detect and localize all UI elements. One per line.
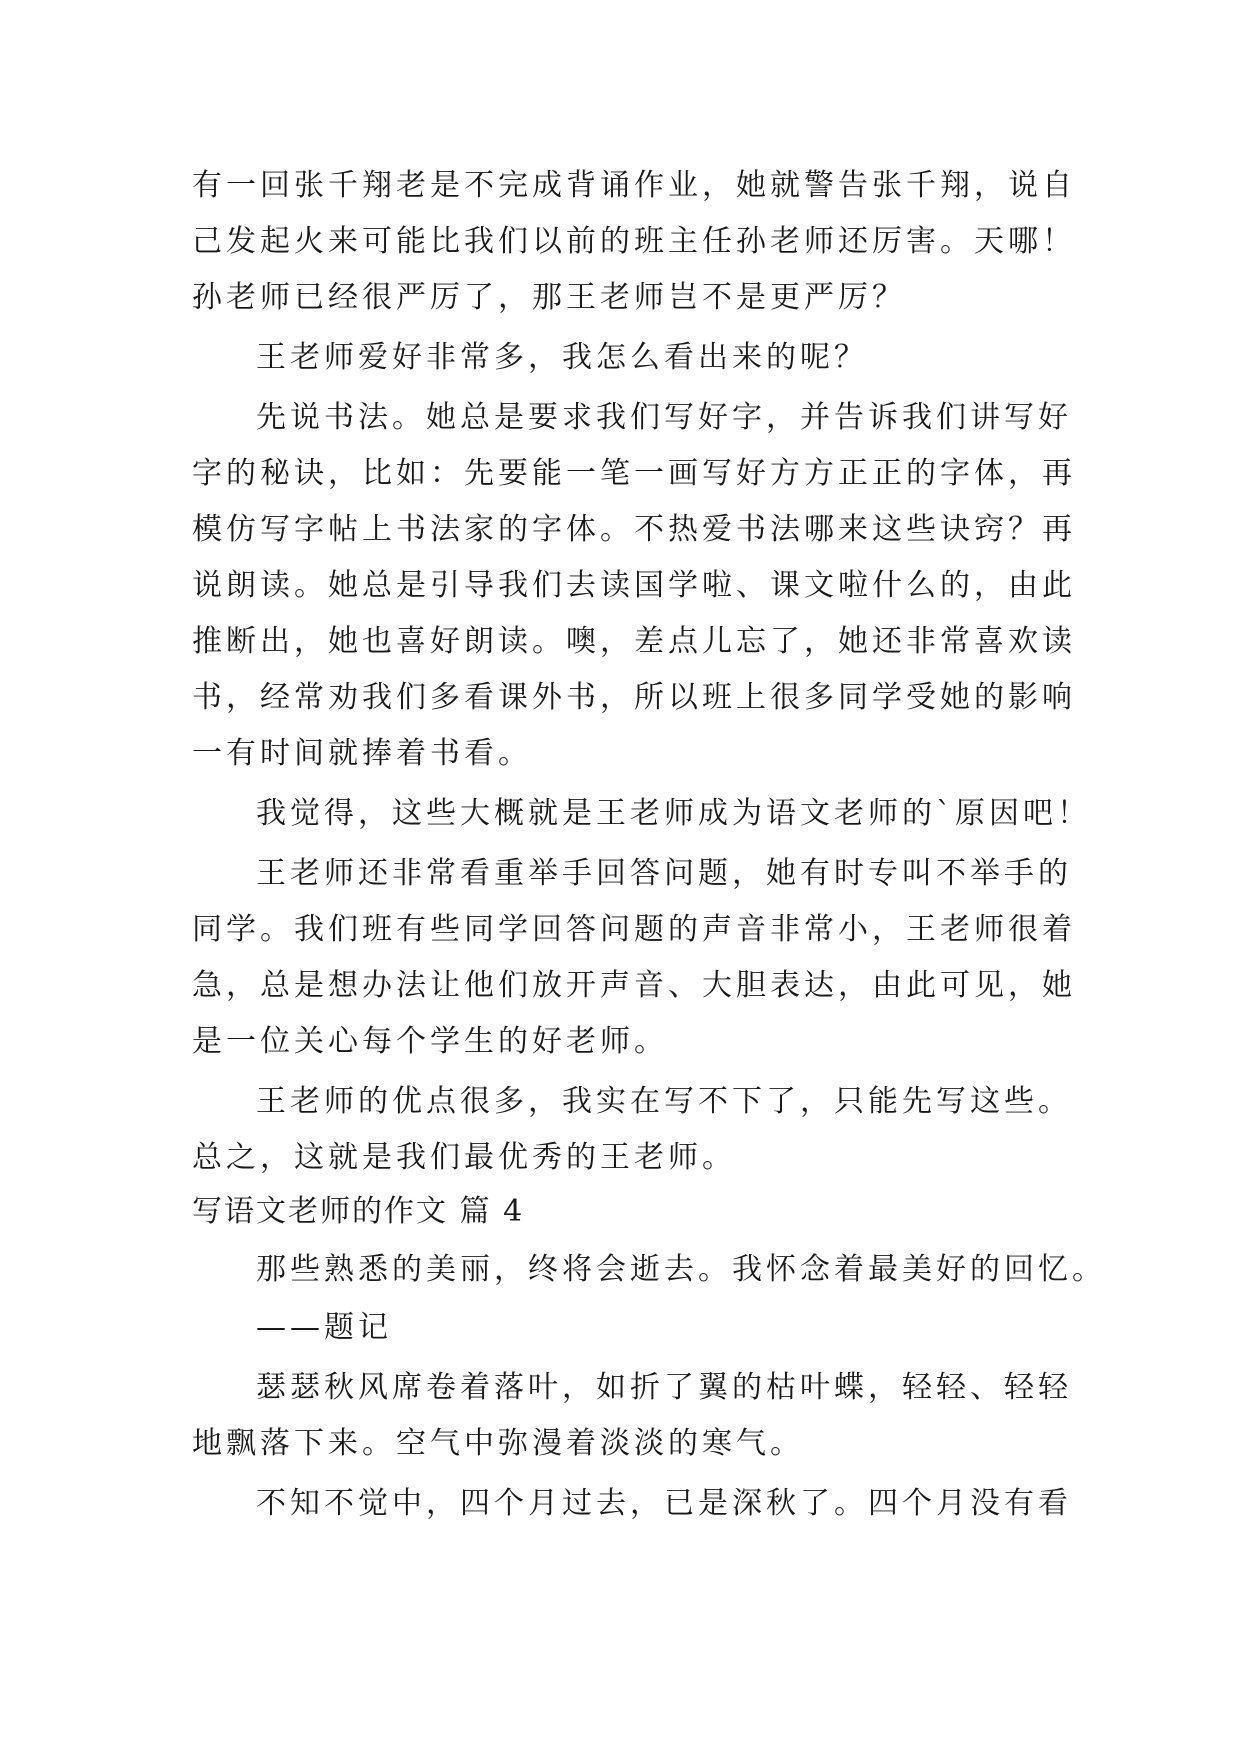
text-line: ——题记: [256, 1310, 392, 1345]
text-line: 地飘落下来。空气中弥漫着淡淡的寒气。: [192, 1426, 804, 1461]
text-line: 那些熟悉的美丽，终将会逝去。我怀念着最美好的回忆。: [256, 1252, 1106, 1287]
text-line: 有一回张千翔老是不完成背诵作业，她就警告张千翔，说自: [192, 168, 1076, 203]
text-line: 王老师爱好非常多，我怎么看出来的呢？: [256, 340, 868, 375]
text-line: 书，经常劝我们多看课外书，所以班上很多同学受她的影响: [192, 680, 1076, 715]
text-line: 总之，这就是我们最优秀的王老师。: [192, 1140, 736, 1175]
text-line: 模仿写字帖上书法家的字体。不热爱书法哪来这些诀窍？再: [192, 512, 1076, 547]
text-line: 推断出，她也喜好朗读。噢，差点儿忘了，她还非常喜欢读: [192, 624, 1076, 659]
text-line: 一有时间就捧着书看。: [192, 736, 532, 771]
text-line: 字的秘诀，比如：先要能一笔一画写好方方正正的字体，再: [192, 456, 1076, 491]
text-line: 说朗读。她总是引导我们去读国学啦、课文啦什么的，由此: [192, 568, 1076, 603]
text-line: 孙老师已经很严厉了，那王老师岂不是更严厉？: [192, 280, 906, 315]
text-line: 急，总是想办法让他们放开声音、大胆表达，由此可见，她: [192, 968, 1076, 1003]
text-line: 同学。我们班有些同学回答问题的声音非常小，王老师很着: [192, 912, 1076, 947]
text-line: 己发起火来可能比我们以前的班主任孙老师还厉害。天哪！: [192, 224, 1076, 259]
section-heading: 写语文老师的作文 篇 4: [192, 1194, 525, 1229]
text-line: 王老师还非常看重举手回答问题，她有时专叫不举手的: [256, 856, 1072, 891]
text-line: 先说书法。她总是要求我们写好字，并告诉我们讲写好: [256, 400, 1072, 435]
text-line: 我觉得，这些大概就是王老师成为语文老师的`原因吧！: [256, 796, 1091, 831]
text-line: 瑟瑟秋风席卷着落叶，如折了翼的枯叶蝶，轻轻、轻轻: [256, 1370, 1072, 1405]
text-line: 是一位关心每个学生的好老师。: [192, 1024, 668, 1059]
text-line: 不知不觉中，四个月过去，已是深秋了。四个月没有看: [256, 1486, 1072, 1521]
text-line: 王老师的优点很多，我实在写不下了，只能先写这些。: [256, 1084, 1072, 1119]
